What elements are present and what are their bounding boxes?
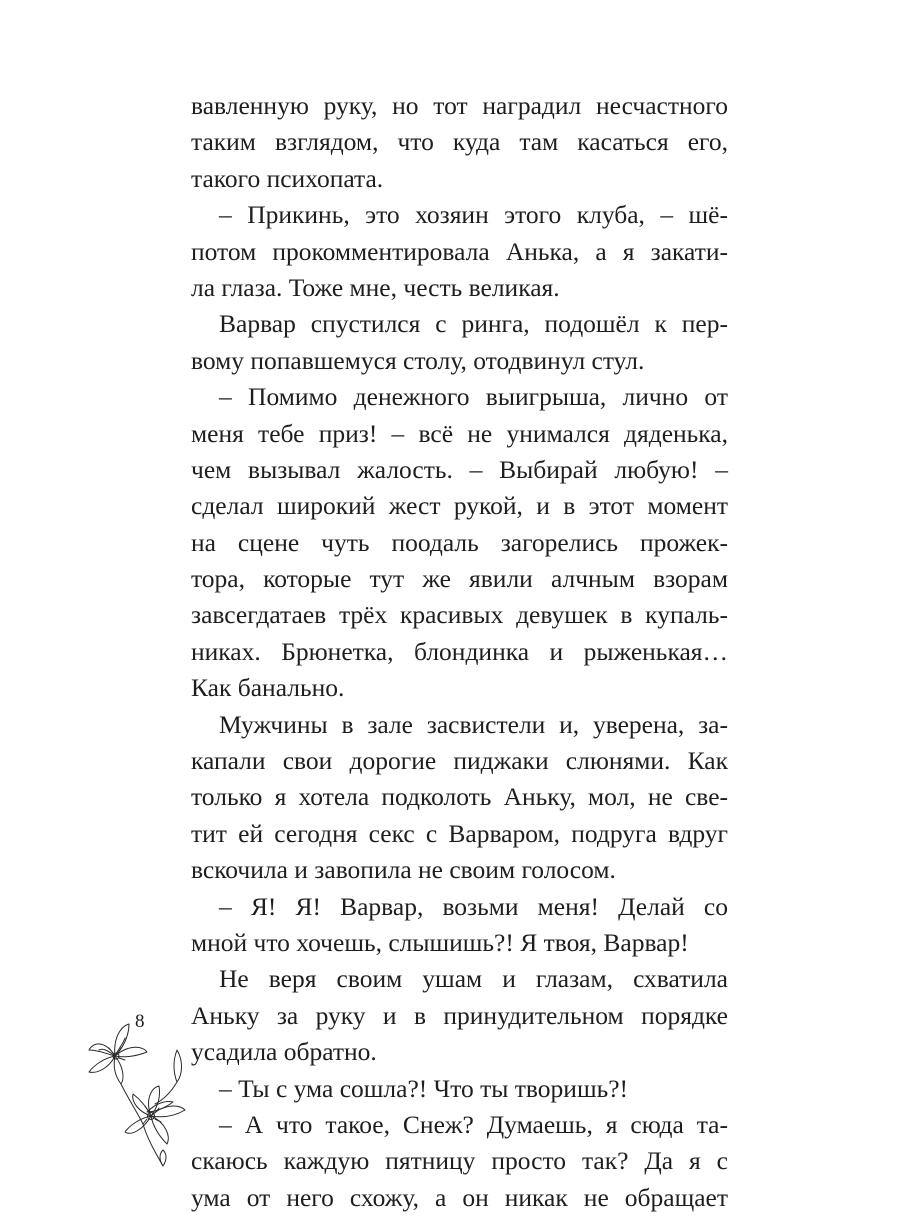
text-line: капали свои дорогие пиджаки слюнями. Как — [191, 746, 728, 776]
text-line: ума от него схожу, а он никак не обращает — [191, 1182, 728, 1212]
text-line: сделал широкий жест рукой, и в этот момент — [191, 491, 728, 521]
text-line: завсегдатаев трёх красивых девушек в купаль- — [191, 600, 728, 630]
text-line: ла глаза. Тоже мне, честь великая. — [191, 272, 560, 302]
text-line: вскочила и завопила не своим голосом. — [191, 855, 616, 885]
text-line: – Ты с ума сошла?! Что ты творишь?! — [219, 1073, 629, 1103]
upper-blossom — [89, 1024, 147, 1084]
text-line: на сцене чуть поодаль загорелись прожек- — [191, 527, 728, 557]
body-text — [191, 88, 728, 1216]
flower-sprig-icon — [85, 1020, 200, 1170]
text-line: мной что хочешь, слышишь?! Я твоя, Варвар! — [191, 927, 689, 957]
text-line: скаюсь каждую пятницу просто так? Да я с — [191, 1146, 728, 1176]
text-line: потом прокомментировала Анька, а я закати- — [191, 236, 728, 266]
text-line: только я хотела подколоть Аньку, мол, не све- — [191, 782, 728, 812]
text-line: таким взглядом, что куда там касаться его, — [191, 127, 728, 157]
text-line: тит ей сегодня секс с Варваром, подруга вдруг — [191, 818, 728, 848]
text-line: – Прикинь, это хозяин этого клуба, – шё- — [219, 200, 728, 230]
text-line: такого психопата. — [191, 163, 384, 193]
text-line: – Помимо денежного выигрыша, лично от — [219, 382, 728, 412]
text-line: – Я! Я! Варвар, возьми меня! Делай со — [219, 891, 728, 921]
text-line: Варвар спустился с ринга, подошёл к пер- — [219, 309, 728, 339]
page-number: 8 — [135, 1011, 145, 1032]
text-line: – А что такое, Снеж? Думаешь, я сюда та- — [219, 1109, 728, 1139]
text-line: усадила обратно. — [191, 1037, 377, 1067]
text-line: никах. Брюнетка, блондинка и рыженькая… — [191, 636, 728, 666]
text-line: Не веря своим ушам и глазам, схватила — [219, 964, 728, 994]
text-line: вому попавшемуся столу, отодвинул стул. — [191, 345, 645, 375]
text-line: меня тебе приз! – всё не унимался дяденька, — [191, 418, 728, 448]
text-line: тора, которые тут же явили алчным взорам — [191, 564, 728, 594]
text-line: вавленную руку, но тот наградил несчастного — [191, 91, 728, 120]
text-line: Аньку за руку и в принудительном порядке — [191, 1000, 728, 1030]
text-line: Мужчины в зале засвистели и, уверена, за- — [219, 709, 728, 739]
lower-blossom — [125, 1086, 185, 1144]
side-leaf — [174, 1050, 182, 1082]
stem — [121, 1084, 143, 1124]
text-line: Как банально. — [191, 673, 345, 703]
bud — [160, 1150, 166, 1166]
text-line: чем вызывал жалость. – Выбирай любую! – — [191, 454, 728, 484]
